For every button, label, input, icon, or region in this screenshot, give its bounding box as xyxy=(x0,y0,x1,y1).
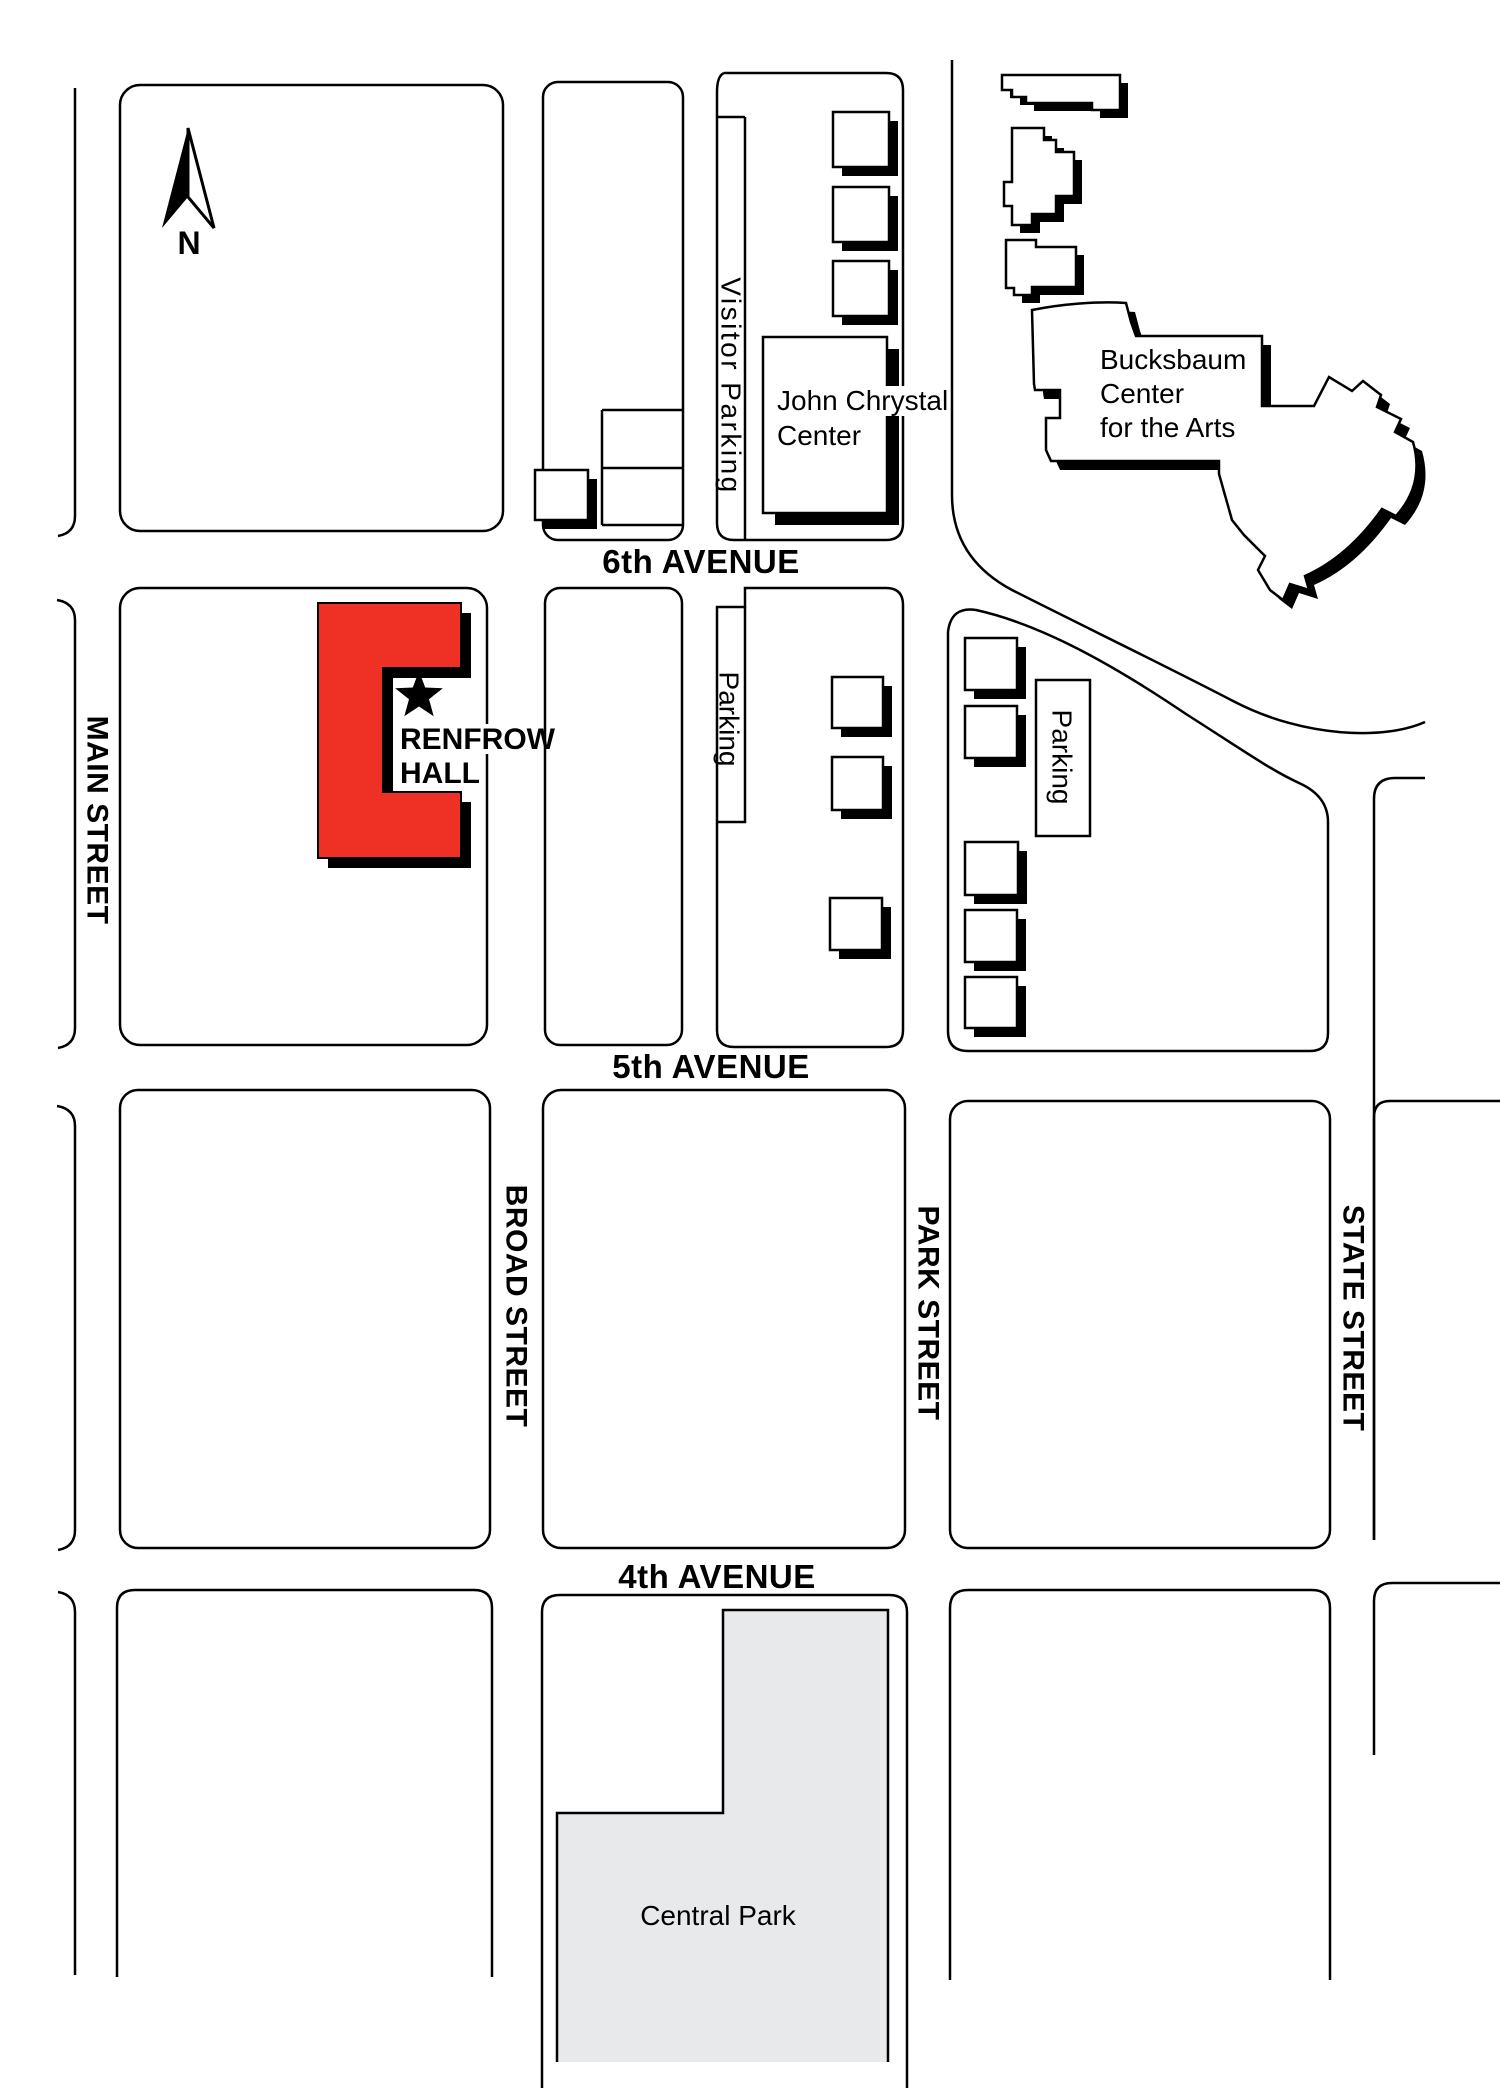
renfrow-hall-label-line1: RENFROW xyxy=(400,723,555,756)
avenue-4-label: 4th AVENUE xyxy=(618,1558,816,1595)
central-park-label: Central Park xyxy=(640,1900,796,1931)
block-row3-fareast xyxy=(1374,1101,1500,1540)
block-row4-fareast xyxy=(1374,1583,1500,1755)
parking-lane-west-label: Parking xyxy=(713,671,745,767)
compass-north-label: N xyxy=(177,225,201,261)
block-row1-west xyxy=(120,85,503,531)
block-row2-narrow xyxy=(545,588,682,1045)
block-row3-west xyxy=(120,1090,490,1548)
park-street-label: PARK STREET xyxy=(911,1205,945,1421)
block-row4-east xyxy=(950,1590,1330,1980)
avenue-5-label: 5th AVENUE xyxy=(612,1048,810,1085)
bucksbaum-label-line2: Center xyxy=(1100,378,1185,409)
parking-lane-east-label: Parking xyxy=(1046,709,1078,805)
bucksbaum-label-line3: for the Arts xyxy=(1100,412,1236,443)
state-street-east-line xyxy=(1374,778,1425,1540)
block-row3-east xyxy=(950,1101,1330,1548)
broad-street-label: BROAD STREET xyxy=(499,1184,533,1428)
block-row4-west xyxy=(117,1590,492,1977)
john-chrystal-label-line1: John Chrystal xyxy=(777,385,949,416)
main-street-west-line xyxy=(57,88,75,1975)
avenue-6-label: 6th AVENUE xyxy=(602,543,800,580)
main-street-label: MAIN STREET xyxy=(80,715,114,925)
renfrow-hall-label-line2: HALL xyxy=(400,757,480,790)
bucksbaum-label-line1: Bucksbaum xyxy=(1100,344,1247,375)
block-row3-mid xyxy=(543,1090,905,1548)
small-building-row1 xyxy=(535,470,597,529)
state-street-label: STATE STREET xyxy=(1336,1204,1370,1432)
john-chrystal-label-line2: Center xyxy=(777,420,862,451)
visitor-parking-label: Visitor Parking xyxy=(715,277,747,495)
central-park-area xyxy=(557,1610,888,2062)
visitor-parking-buildings xyxy=(833,112,898,325)
building-cluster xyxy=(1002,75,1128,303)
